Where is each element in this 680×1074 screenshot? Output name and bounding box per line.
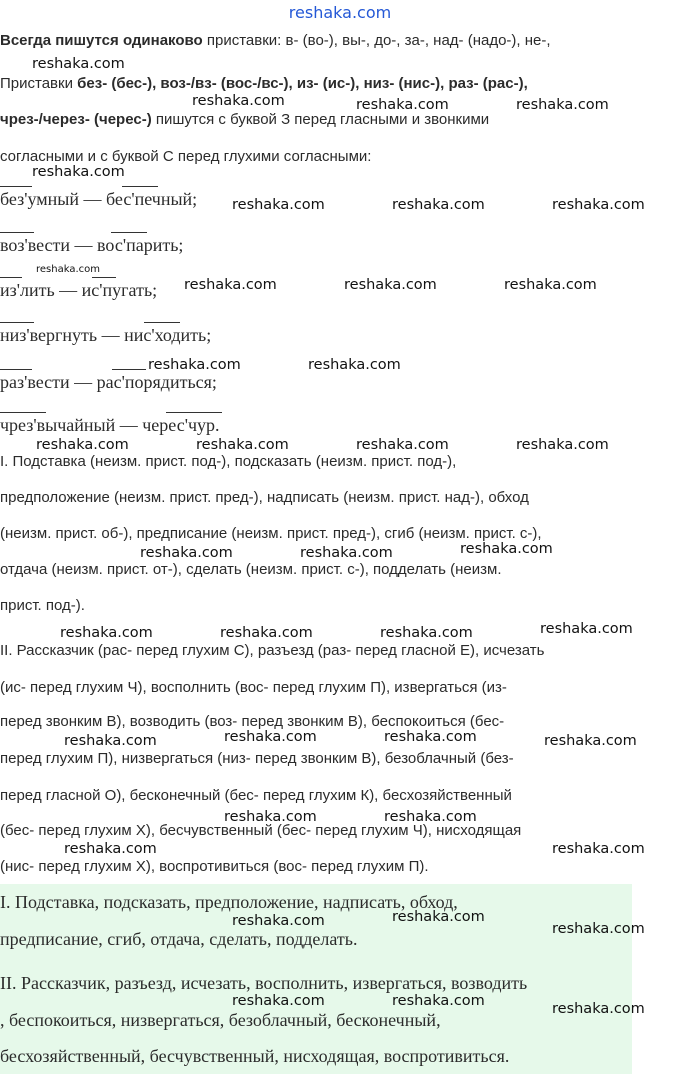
- answer-line-1: I. Подставка, подсказать, предположение, надписать, обход,: [0, 892, 458, 912]
- watermark-small: reshaka.com: [36, 264, 100, 275]
- watermark: reshaka.com: [392, 993, 485, 1009]
- part1-line-1: I. Подставка (неизм. прист. под-), подсказать (неизм. прист. под-),: [0, 453, 457, 470]
- rule-line-4: согласными и с буквой С перед глухими согласными:: [0, 148, 372, 165]
- prefix-overline: [112, 369, 146, 370]
- rule-line-1: [0, 33, 551, 48]
- watermark: reshaka.com: [224, 809, 317, 825]
- watermark: reshaka.com: [384, 729, 477, 745]
- example-1: без'умный — бес'печный;: [0, 189, 198, 209]
- part1-line-4: отдача (неизм. прист. от-), сделать (неизм. прист. с-), подделать (неизм.: [0, 561, 502, 578]
- watermark: reshaka.com: [392, 197, 485, 213]
- watermark: reshaka.com: [64, 733, 157, 749]
- watermark: reshaka.com: [356, 97, 449, 113]
- watermark: reshaka.com: [32, 164, 125, 180]
- watermark: reshaka.com: [148, 357, 241, 373]
- part2-line-3: перед звонким В), возводить (воз- перед звонким В), беспокоиться (бес-: [0, 713, 505, 730]
- watermark: reshaka.com: [392, 909, 485, 925]
- rule-lead: Всегда пишутся одинаково: [0, 32, 203, 49]
- watermark: reshaka.com: [232, 197, 325, 213]
- prefix-overline: [166, 412, 222, 413]
- prefix-overline: [0, 322, 34, 323]
- answer-line-5: бесхозяйственный, бесчувственный, нисходящая, воспротивиться.: [0, 1046, 510, 1066]
- watermark: reshaka.com: [552, 841, 645, 857]
- prefix-overline: [122, 186, 158, 187]
- part2-line-1: II. Рассказчик (рас- перед глухим С), разъезд (раз- перед гласной Е), исчезать: [0, 642, 545, 659]
- rule-lead-rest: приставки: в- (во-), вы-, до-, за-, над- (надо-), не-,: [202, 32, 551, 49]
- prefix-overline: [0, 186, 32, 187]
- prefix-overline: [111, 232, 147, 233]
- watermark: reshaka.com: [356, 437, 449, 453]
- watermark: reshaka.com: [552, 921, 645, 937]
- watermark: reshaka.com: [540, 621, 633, 637]
- site-watermark: reshaka.com: [288, 3, 392, 22]
- watermark: reshaka.com: [460, 541, 553, 557]
- watermark: reshaka.com: [224, 729, 317, 745]
- part2-line-5: перед гласной О), бесконечный (бес- перед глухим К), бесхозяйственный: [0, 787, 512, 804]
- watermark: reshaka.com: [220, 625, 313, 641]
- watermark: reshaka.com: [60, 625, 153, 641]
- example-2: воз'вести — вос'парить;: [0, 235, 184, 255]
- prefix-overline: [0, 232, 34, 233]
- answer-line-4: , беспокоиться, низвергаться, безоблачный, бесконечный,: [0, 1010, 441, 1030]
- watermark: reshaka.com: [504, 277, 597, 293]
- prefix-overline: [92, 277, 116, 278]
- part2-line-4: перед глухим П), низвергаться (низ- перед звонким В), безоблачный (без-: [0, 750, 514, 767]
- watermark: reshaka.com: [300, 545, 393, 561]
- watermark: reshaka.com: [552, 197, 645, 213]
- watermark: reshaka.com: [516, 97, 609, 113]
- watermark: reshaka.com: [544, 733, 637, 749]
- watermark: reshaka.com: [232, 913, 325, 929]
- rule-line2-start: Приставки: [0, 75, 78, 92]
- part1-line-5: прист. под-).: [0, 597, 85, 614]
- rule-line3-rest: пишутся с буквой З перед гласными и звонкими: [151, 111, 490, 128]
- prefix-overline: [144, 322, 180, 323]
- watermark: reshaka.com: [384, 809, 477, 825]
- part1-line-2: предположение (неизм. прист. пред-), надписать (неизм. прист. над-), обход: [0, 489, 529, 506]
- watermark: reshaka.com: [196, 437, 289, 453]
- part2-line-6: (бес- перед глухим Х), бесчувственный (бес- перед глухим Ч), нисходящая: [0, 822, 522, 839]
- watermark: reshaka.com: [516, 437, 609, 453]
- watermark: reshaka.com: [36, 437, 129, 453]
- part1-line-3: (неизм. прист. об-), предписание (неизм. прист. пред-), сгиб (неизм. прист. с-),: [0, 525, 542, 542]
- example-5: раз'вести — рас'порядиться;: [0, 372, 217, 392]
- prefix-overline: [0, 412, 46, 413]
- prefix-overline: [0, 369, 32, 370]
- watermark: reshaka.com: [140, 545, 233, 561]
- watermark: reshaka.com: [308, 357, 401, 373]
- rule-line-2: [0, 76, 528, 91]
- rule-prefix-chrez: чрез-/через- (черес-): [0, 111, 152, 128]
- rule-line-3: [0, 112, 489, 127]
- example-6: чрез'вычайный — черес'чур.: [0, 415, 220, 435]
- prefix-overline: [0, 277, 22, 278]
- part2-line-7: (нис- перед глухим Х), воспротивиться (вос- перед глухим П).: [0, 858, 429, 875]
- part2-line-2: (ис- перед глухим Ч), восполнить (вос- перед глухим П), извергаться (из-: [0, 679, 507, 696]
- example-4: низ'вергнуть — нис'ходить;: [0, 325, 212, 345]
- rule-prefixes: без- (бес-), воз-/вз- (вос-/вс-), из- (ис-), низ- (нис-), раз- (рас-),: [77, 75, 528, 92]
- watermark: reshaka.com: [344, 277, 437, 293]
- watermark: reshaka.com: [32, 56, 125, 72]
- watermark: reshaka.com: [232, 993, 325, 1009]
- watermark: reshaka.com: [380, 625, 473, 641]
- watermark: reshaka.com: [184, 277, 277, 293]
- answer-line-2: предписание, сгиб, отдача, сделать, подделать.: [0, 929, 358, 949]
- watermark: reshaka.com: [552, 1001, 645, 1017]
- answer-line-3: II. Рассказчик, разъезд, исчезать, восполнить, извергаться, возводить: [0, 973, 528, 993]
- watermark: reshaka.com: [192, 93, 285, 109]
- example-3: из'лить — ис'пугать;: [0, 280, 158, 300]
- watermark: reshaka.com: [64, 841, 157, 857]
